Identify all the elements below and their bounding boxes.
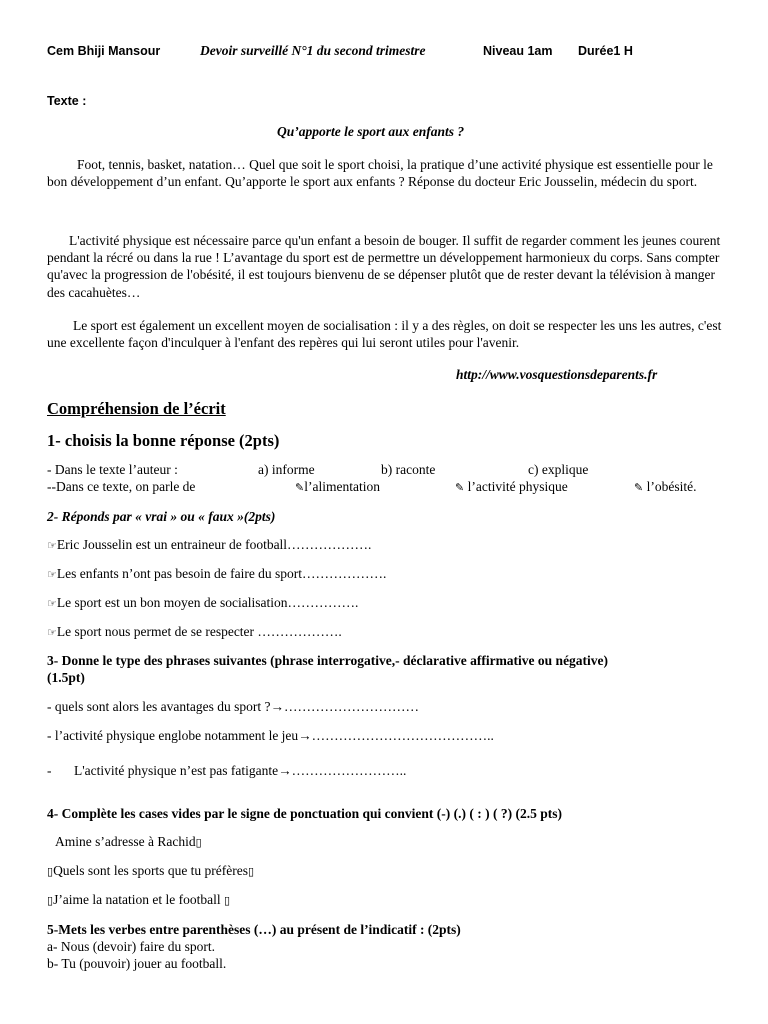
q1-heading: 1- choisis la bonne réponse (2pts) [47, 431, 280, 450]
q2-item-2-text: Les enfants n’ont pas besoin de faire du sport………………. [56, 566, 387, 581]
q5-item-a: a- Nous (devoir) faire du sport. [47, 939, 215, 954]
q1-line2-prompt: --Dans ce texte, on parle de [47, 479, 196, 494]
q2-item-3 [47, 595, 358, 611]
q1-option-alimentation[interactable] [295, 479, 380, 495]
level: Niveau 1am [483, 44, 553, 58]
paragraph-1 [47, 156, 723, 190]
school-name: Cem Bhiji Mansour [47, 44, 161, 58]
q1-option-c[interactable]: c) explique [528, 462, 589, 477]
pencil-icon: ✎ [455, 481, 465, 494]
empty-box-icon[interactable]: ▯ [47, 894, 54, 907]
q1-option-alimentation-label: l’alimentation [304, 479, 380, 494]
q4-item-3-text: J’aime la natation et le football [53, 892, 225, 907]
q1-line1-prompt: - Dans le texte l’auteur : [47, 462, 178, 477]
q2-item-3-text: Le sport est un bon moyen de socialisation……………. [56, 595, 359, 610]
pointing-hand-icon: ☞ [47, 626, 57, 639]
paragraph-2-text: L'activité physique est nécessaire parce qu'un enfant a besoin de bouger. Il suffit de regarder comment les jeunes courent pendant la récré ou dans la rue ! L’avantage du sport est de permettre un développement harmonieux du corps. Sans compter qu'avec la progression de l'obésité, il est toujours bienvenu de se dépenser plutôt que de rester devant la télévision à manger des cacahuètes… [47, 233, 721, 300]
source-link[interactable]: http://www.vosquestionsdeparents.fr [456, 367, 658, 382]
pencil-icon: ✎ [634, 481, 644, 494]
text-label: Texte : [47, 94, 87, 108]
q3-heading-points: (1.5pt) [47, 670, 85, 685]
q4-item-2-text: Quels sont les sports que tu préfères [53, 863, 249, 878]
q2-item-2 [47, 566, 386, 582]
pointing-hand-icon: ☞ [47, 539, 57, 552]
q1-option-b[interactable]: b) raconte [381, 462, 436, 477]
duration: Durée1 H [578, 44, 633, 58]
q3-item-3-dash: - [47, 763, 52, 778]
q4-item-3 [47, 892, 230, 908]
empty-box-icon[interactable]: ▯ [224, 894, 231, 907]
empty-box-icon[interactable]: ▯ [195, 836, 202, 849]
paragraph-1-text: Foot, tennis, basket, natation… Quel que soit le sport choisi, la pratique d’une activité physique est essentielle pour le bon développement d’un enfant. Qu’apporte le sport aux enfants ? Réponse du docteur Eric Jousselin, médecin du sport. [47, 157, 713, 190]
q3-item-2: - l’activité physique englobe notamment le jeu→………………………………….. [47, 728, 494, 743]
q1-option-obesite[interactable] [634, 479, 696, 495]
exam-title: Devoir surveillé N°1 du second trimestre [200, 43, 426, 58]
q3-heading: 3- Donne le type des phrases suivantes (phrase interrogative,- déclarative affirmative ou négative) [47, 653, 609, 668]
q3-item-3: L'activité physique n’est pas fatigante→…………………….. [74, 763, 407, 778]
comprehension-heading: Compréhension de l’écrit [47, 399, 226, 418]
empty-box-icon[interactable]: ▯ [248, 865, 255, 878]
pointing-hand-icon: ☞ [47, 597, 57, 610]
q4-heading: 4- Complète les cases vides par le signe de ponctuation qui convient (-) (.) ( : ) ( ?) (2.5 pts) [47, 806, 562, 821]
q4-item-1 [55, 834, 202, 850]
q3-item-1: - quels sont alors les avantages du sport ?→………………………… [47, 699, 419, 714]
q2-item-4 [47, 624, 342, 640]
text-title: Qu’apporte le sport aux enfants ? [277, 124, 465, 139]
pencil-icon: ✎ [295, 481, 305, 494]
q4-item-1-text: Amine s’adresse à Rachid [55, 834, 196, 849]
q1-option-a[interactable]: a) informe [258, 462, 315, 477]
q2-item-4-text: Le sport nous permet de se respecter ………………. [56, 624, 342, 639]
q5-item-b: b- Tu (pouvoir) jouer au football. [47, 956, 227, 971]
q2-item-1-text: Eric Jousselin est un entraineur de football………………. [56, 537, 372, 552]
q1-option-activite[interactable] [455, 479, 568, 495]
paragraph-3 [47, 317, 723, 351]
paragraph-3-text: Le sport est également un excellent moyen de socialisation : il y a des règles, on doit se respecter les uns les autres, c'est une excellente façon d'inculquer à l'enfant des repères qui lui seront utiles pour l'avenir. [47, 318, 722, 351]
empty-box-icon[interactable]: ▯ [47, 865, 54, 878]
q2-heading: 2- Réponds par « vrai » ou « faux »(2pts) [47, 509, 276, 524]
q1-option-activite-label: l’activité physique [467, 479, 568, 494]
paragraph-2 [47, 232, 723, 301]
q4-item-2 [47, 863, 254, 879]
q1-option-obesite-label: l’obésité. [646, 479, 697, 494]
q5-heading: 5-Mets les verbes entre parenthèses (…) au présent de l’indicatif : (2pts) [47, 922, 461, 937]
pointing-hand-icon: ☞ [47, 568, 57, 581]
q2-item-1 [47, 537, 371, 553]
